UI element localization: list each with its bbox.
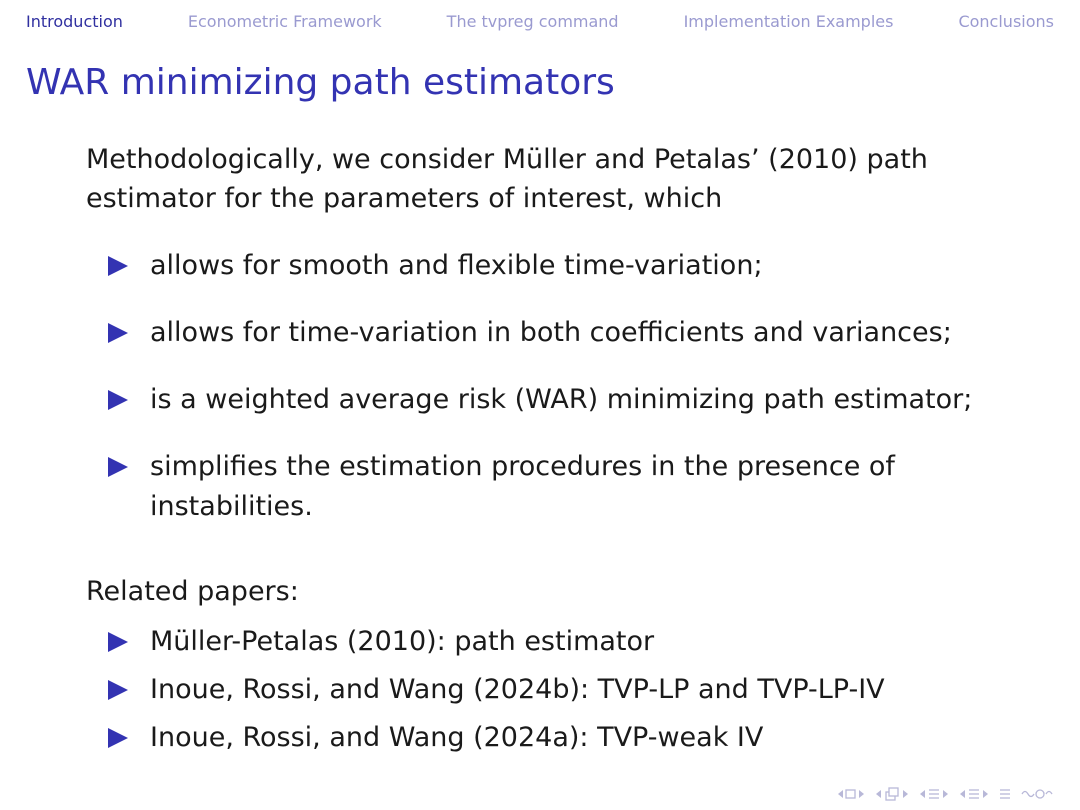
triangle-bullet-icon — [108, 632, 128, 652]
list-item — [108, 313, 1038, 353]
triangle-bullet-icon — [108, 256, 128, 276]
related-papers-heading: Related papers: — [86, 576, 299, 607]
related-paper-text: Inoue, Rossi, and Wang (2024b): TVP-LP and TVP-LP-IV — [150, 674, 885, 705]
related-paper-text: Müller-Petalas (2010): path estimator — [150, 626, 655, 657]
list-item — [108, 622, 1038, 662]
bullet-text: allows for smooth and flexible time-variation; — [150, 250, 763, 281]
nav-item-implementation-examples[interactable]: Implementation Examples — [683, 11, 894, 31]
list-item — [108, 718, 1038, 758]
triangle-bullet-icon — [108, 728, 128, 748]
bullet-text: is a weighted average risk (WAR) minimizing path estimator; — [150, 384, 973, 415]
nav-item-econometric-framework[interactable]: Econometric Framework — [187, 11, 382, 31]
list-item — [108, 670, 1038, 710]
nav-item-tvpreg-command[interactable]: The tvpreg command — [446, 11, 619, 31]
document-navigation-icon[interactable] — [958, 787, 990, 801]
bullet-text: allows for time-variation in both coefficients and variances; — [150, 317, 952, 348]
related-papers-list — [108, 622, 1038, 766]
frame-navigation-icon[interactable] — [836, 787, 866, 801]
triangle-bullet-icon — [108, 457, 128, 477]
section-navigation — [0, 0, 1080, 42]
list-item — [108, 447, 1038, 527]
list-item — [108, 380, 1038, 420]
nav-item-introduction[interactable]: Introduction — [26, 11, 123, 31]
appendix-navigation-icon[interactable] — [998, 787, 1012, 801]
triangle-bullet-icon — [108, 323, 128, 343]
beamer-navigation-symbols — [836, 786, 1054, 802]
intro-paragraph: Methodologically, we consider Müller and Petalas’ (2010) path estimator for the parameters of interest, which — [86, 144, 928, 214]
triangle-bullet-icon — [108, 390, 128, 410]
triangle-bullet-icon — [108, 680, 128, 700]
subsection-navigation-icon[interactable] — [874, 786, 910, 802]
bullet-list — [108, 246, 1038, 554]
list-item — [108, 246, 1038, 286]
section-navigation-icon[interactable] — [918, 787, 950, 801]
search-back-forward-icon[interactable] — [1020, 787, 1054, 801]
slide-title: WAR minimizing path estimators — [26, 62, 615, 103]
related-paper-text: Inoue, Rossi, and Wang (2024a): TVP-weak IV — [150, 722, 764, 753]
bullet-text: simplifies the estimation procedures in the presence of instabilities. — [150, 451, 895, 522]
nav-item-conclusions[interactable]: Conclusions — [958, 11, 1054, 31]
